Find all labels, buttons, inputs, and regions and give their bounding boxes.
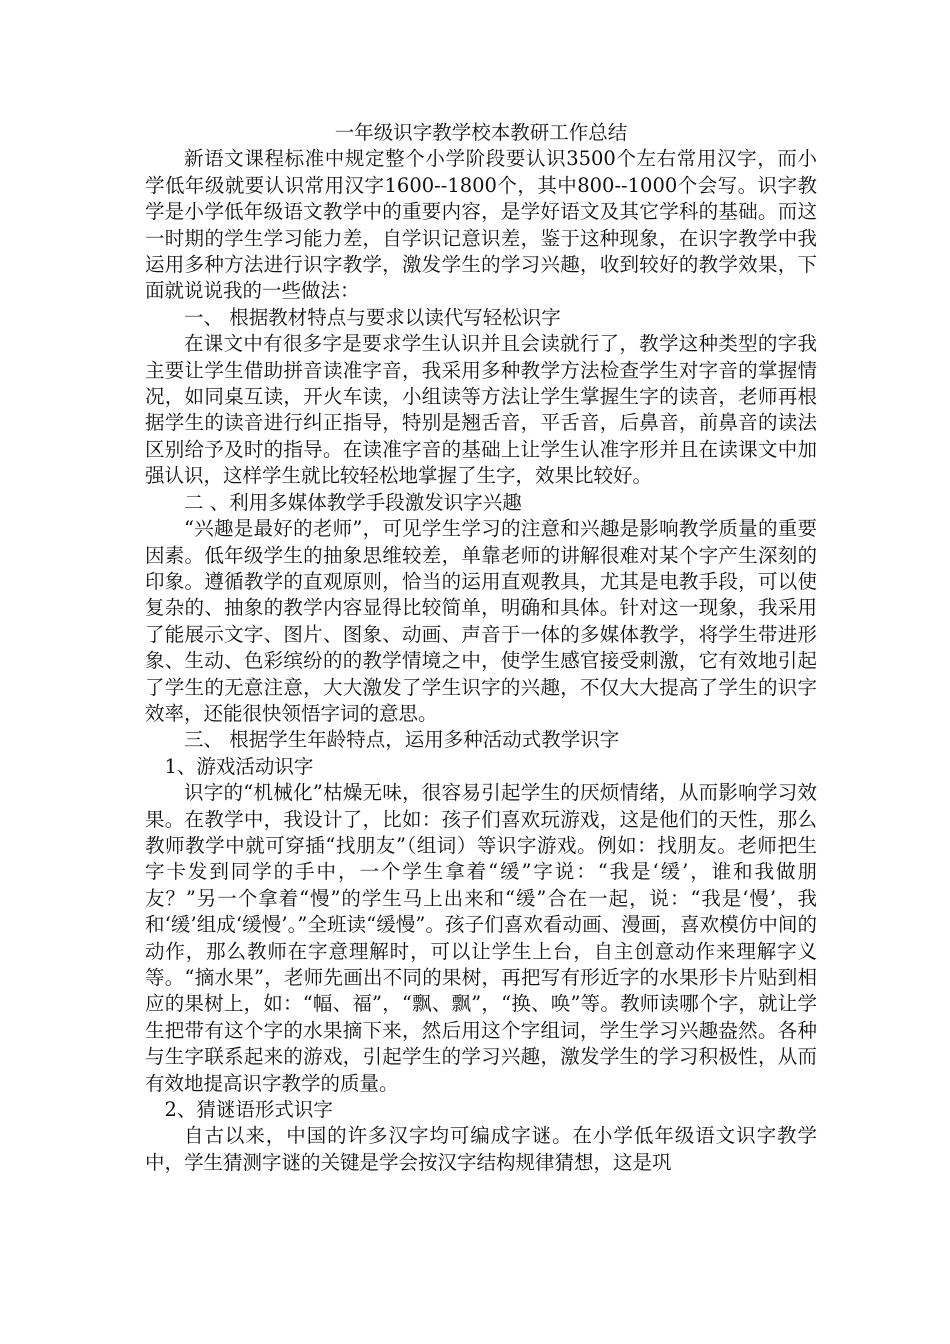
subsection-2-paragraph: 自古以来，中国的许多汉字均可编成字谜。在小学低年级语文识字教学中，学生猜测字谜的关键是学会按汉字结构规律猜想，这是巩 [145, 1124, 817, 1174]
subsection-1-heading: 1、游戏活动识字 [164, 754, 314, 778]
section-1-heading: 一、 根据教材特点与要求以读代写轻松识字 [184, 305, 561, 329]
section-2-paragraph: “兴趣是最好的老师”，可见学生学习的注意和兴趣是影响教学质量的重要因素。低年级学生的抽象思维较差，单靠老师的讲解很难对某个字产生深刻的印象。遵循教学的直观原则，恰当的运用直观教具，尤其是电教手段，可以使复杂的、抽象的教学内容显得比较简单，明确和具体。针对这一现象，我采用了能展示文字、图片、图象、动画、声音于一体的多媒体教学，将学生带进形象、生动、色彩缤纷的的教学情境之中，使学生感官接受刺激，它有效地引起了学生的无意注意，大大激发了学生识字的兴趣，不仅大大提高了学生的识字效率，还能很快领悟字词的意思。 [145, 517, 817, 725]
section-2-heading: 二 、利用多媒体教学手段激发识字兴趣 [184, 490, 522, 514]
subsection-1-paragraph: 识字的“机械化”枯燥无味，很容易引起学生的厌烦情绪，从而影响学习效果。在教学中，我设计了，比如：孩子们喜欢玩游戏，这是他们的天性，那么教师教学中就可穿插“找朋友”（组词）等识字游戏。例如：找朋友。老师把生字卡发到同学的手中，一个学生拿着“缓”字说：“我是‘缓’，谁和我做朋友？”另一个拿着“慢”的学生马上出来和“缓”合在一起，说：“我是‘慢’，我和‘缓’组成‘缓慢’。”全班读“缓慢”。孩子们喜欢看动画、漫画，喜欢模仿中间的动作，那么教师在字意理解时，可以让学生上台，自主创意动作来理解字义等。“摘水果”，老师先画出不同的果树，再把写有形近字的水果形卡片贴到相应的果树上，如：“幅、福”，“飘、飘”，“换、唤”等。教师读哪个字，就让学生把带有这个字的水果摘下来，然后用这个字组词，学生学习兴趣盎然。各种与生字联系起来的游戏，引起学生的学习兴趣，激发学生的学习积极性，从而有效地提高识字教学的质量。 [145, 781, 817, 1095]
section-3-heading: 三、 根据学生年龄特点，运用多种活动式教学识字 [184, 728, 620, 752]
document-body [145, 120, 817, 1176]
subsection-2-heading: 2、猜谜语形式识字 [164, 1098, 333, 1122]
intro-paragraph: 新语文课程标准中规定整个小学阶段要认识3500个左右常用汉字，而小学低年级就要认识常用汉字1600--1800个，其中800--1000个会写。识字教学是小学低年级语文教学中的重要内容，是学好语文及其它学科的基础。而这一时期的学生学习能力差，自学识记意识差，鉴于这种现象，在识字教学中我运用多种方法进行识字教学，激发学生的学习兴趣，收到较好的教学效果，下面就说说我的一些做法： [145, 147, 817, 303]
document-title: 一年级识字教学校本教研工作总结 [334, 121, 628, 144]
section-1-paragraph: 在课文中有很多字是要求学生认识并且会读就行了，教学这种类型的字我主要让学生借助拼音读准字音，我采用多种教学方法检查学生对字音的掌握情况，如同桌互读，开火车读，小组读等方法让学生掌握生字的读音，老师再根据学生的读音进行纠正指导，特别是翘舌音，平舌音，后鼻音，前鼻音的读法区别给予及时的指导。在读准字音的基础上让学生认准字形并且在读课文中加强认识，这样学生就比较轻松地掌握了生字，效果比较好。 [145, 332, 817, 488]
